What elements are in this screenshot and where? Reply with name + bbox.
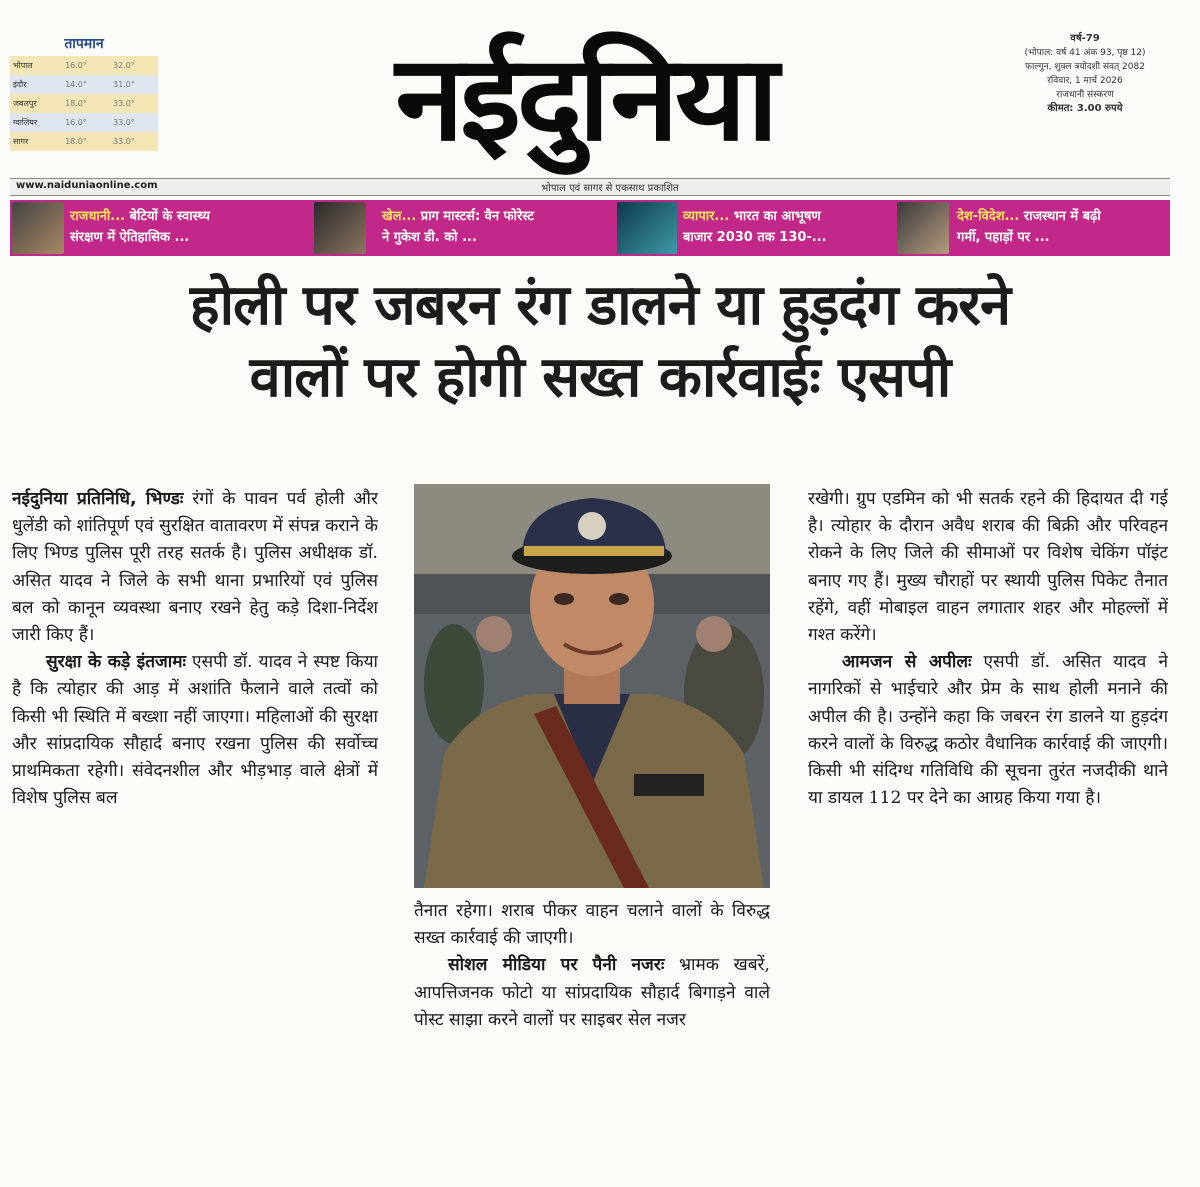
temperature-max: 32.0° <box>110 56 158 75</box>
temperature-city: भोपाल <box>10 56 62 75</box>
edition-panchang: फाल्गुन, शुक्ल त्रयोदशी संवत् 2082 <box>1025 62 1145 72</box>
temperature-row <box>10 56 158 75</box>
temperature-box <box>10 34 158 168</box>
teaser-text <box>957 206 1169 248</box>
temperature-max: 33.0° <box>110 113 158 132</box>
temperature-row <box>10 94 158 113</box>
article-para-social-media: भ्रामक खबरें, आपत्तिजनक फोटो या सांप्रदायिक सौहार्द बिगाड़ने वाले पोस्ट साझा करने वालों पर साइबर सेल नजर <box>414 955 770 1030</box>
edition-info <box>990 32 1180 116</box>
edition-issue: (भोपाल: वर्ष 41 अंक 93, पृष्ठ 12) <box>1024 48 1146 58</box>
photo-illustration <box>414 484 770 888</box>
edition-name: राजधानी संस्करण <box>1056 90 1114 100</box>
temperature-row <box>10 75 158 94</box>
publication-note: भोपाल एवं सागर से एकसाथ प्रकाशित <box>541 183 679 194</box>
teaser-rajdhani[interactable] <box>10 200 300 256</box>
edition-date: रविवार, 1 मार्च 2026 <box>1047 76 1123 86</box>
teaser-category: राजधानी... <box>70 209 126 224</box>
subheading-appeal: आमजन से अपीलः <box>842 652 972 673</box>
teaser-line2: ने गुकेश डी. को ... <box>382 230 477 245</box>
temperature-row <box>10 132 158 151</box>
article-intro: रंगों के पावन पर्व होली और धुलेंडी को शांतिपूर्ण एवं सुरक्षित वातावरण में संपन्न कराने के लिए भिण्ड पुलिस पूरी तरह सतर्क है। पुलिस अधीक्षक डॉ. असित यादव ने जिले के सभी थाना प्रभारियों एवं पुलिस बल को कानून व्यवस्था बनाए रखने हेतु कड़े दिशा-निर्देश जारी किए हैं। <box>12 489 378 646</box>
teaser-line2: बाजार 2030 तक 130-... <box>683 230 827 245</box>
teaser-category: खेल... <box>382 209 417 224</box>
teaser-line1: भारत का आभूषण <box>729 209 821 224</box>
teaser-line1: प्राग मास्टर्स: वैन फोरेस्ट <box>416 209 534 224</box>
teaser-line1: राजस्थान में बढ़ी <box>1019 209 1101 224</box>
article-para-security: एसपी डॉ. यादव ने स्पष्ट किया है कि त्योहार की आड़ में अशांति फैलाने वाले तत्वों को किसी भी स्थिति में बख्शा नहीं जाएगा। महिलाओं की सुरक्षा और सांप्रदायिक सौहार्द बनाए रखना पुलिस की सर्वोच्च प्राथमिकता रहेगी। संवेदनशील और भीड़भाड़ वाले क्षेत्रों में विशेष पुलिस बल <box>12 652 378 809</box>
subheading-social-media: सोशल मीडिया पर पैनी नजरः <box>448 955 665 976</box>
teaser-khel[interactable] <box>310 200 610 256</box>
teaser-desh-videsh[interactable] <box>895 200 1170 256</box>
article-column-1 <box>12 486 378 1186</box>
article-dateline: नईदुनिया प्रतिनिधि, भिण्डः <box>12 489 184 509</box>
website-link[interactable]: www.naiduniaonline.com <box>16 180 158 191</box>
temperature-min: 18.0° <box>62 94 110 113</box>
temperature-min: 16.0° <box>62 56 110 75</box>
article-para-appeal: एसपी डॉ. असित यादव ने नागरिकों से भाईचारे और प्रेम के साथ होली मनाने की अपील की है। उन्होंने कहा कि जबरन रंग डालने या हुड़दंग करने वालों के विरुद्ध कठोर वैधानिक कार्रवाई की जाएगी। किसी भी संदिग्ध गतिविधि की सूचना तुरंत नजदीकी थाने या डायल 112 पर देने का आग्रह किया गया है। <box>808 652 1168 809</box>
temperature-max: 33.0° <box>110 132 158 151</box>
teaser-thumbnail <box>897 202 949 254</box>
temperature-city: ग्वालियर <box>10 113 62 132</box>
article-para-col2: तैनात रहेगा। शराब पीकर वाहन चलाने वालों के विरुद्ध सख्त कार्रवाई की जाएगी। <box>414 901 770 949</box>
teaser-thumbnail <box>12 202 64 254</box>
teaser-thumbnail <box>314 202 366 254</box>
subheading-security: सुरक्षा के कड़े इंतजामः <box>46 652 186 673</box>
headline-line1: होली पर जबरन रंग डालने या हुड़दंग करने <box>189 273 1011 338</box>
teaser-thumbnail <box>617 202 677 254</box>
edition-year: वर्ष-79 <box>1070 33 1100 44</box>
teaser-vyapar[interactable] <box>615 200 895 256</box>
article-column-3 <box>808 486 1168 1186</box>
teaser-strip <box>10 200 1170 256</box>
teaser-category: व्यापार... <box>683 209 730 224</box>
article-column-2 <box>414 898 770 1187</box>
teaser-line2: गर्मी, पहाड़ों पर ... <box>957 230 1050 245</box>
teaser-text <box>382 206 610 248</box>
temperature-min: 18.0° <box>62 132 110 151</box>
teaser-text <box>683 206 893 248</box>
temperature-city: इंदौर <box>10 75 62 94</box>
main-headline <box>10 270 1190 414</box>
temperature-min: 14.0° <box>62 75 110 94</box>
temperature-table <box>10 56 158 151</box>
masthead-logo: नईदुनिया <box>395 29 775 167</box>
website-bar <box>10 178 1170 196</box>
temperature-min: 16.0° <box>62 113 110 132</box>
teaser-text <box>70 206 298 248</box>
temperature-max: 33.0° <box>110 94 158 113</box>
edition-price: कीमत: 3.00 रुपये <box>1047 103 1123 114</box>
teaser-line2: संरक्षण में ऐतिहासिक ... <box>70 230 190 245</box>
article-para-col3: रखेगी। ग्रुप एडमिन को भी सतर्क रहने की हिदायत दी गई है। त्योहार के दौरान अवैध शराब की बिक्री और परिवहन रोकने के लिए जिले की सीमाओं पर विशेष चेकिंग पॉइंट बनाए गए हैं। मुख्य चौराहों पर स्थायी पुलिस पिकेट तैनात रहेंगे, वहीं मोबाइल वाहन लगातार शहर और मोहल्लों में गश्त करेंगे। <box>808 489 1168 646</box>
temperature-city: सागर <box>10 132 62 151</box>
police-officer-photo <box>414 484 770 888</box>
temperature-row <box>10 113 158 132</box>
headline-line2: वालों पर होगी सख्त कार्रवाईः एसपी <box>249 345 951 410</box>
teaser-category: देश-विदेश... <box>957 209 1020 224</box>
temperature-city: जबलपुर <box>10 94 62 113</box>
temperature-max: 31.0° <box>110 75 158 94</box>
teaser-line1: बेटियों के स्वास्थ्य <box>125 209 210 224</box>
temperature-title: तापमान <box>64 36 104 52</box>
